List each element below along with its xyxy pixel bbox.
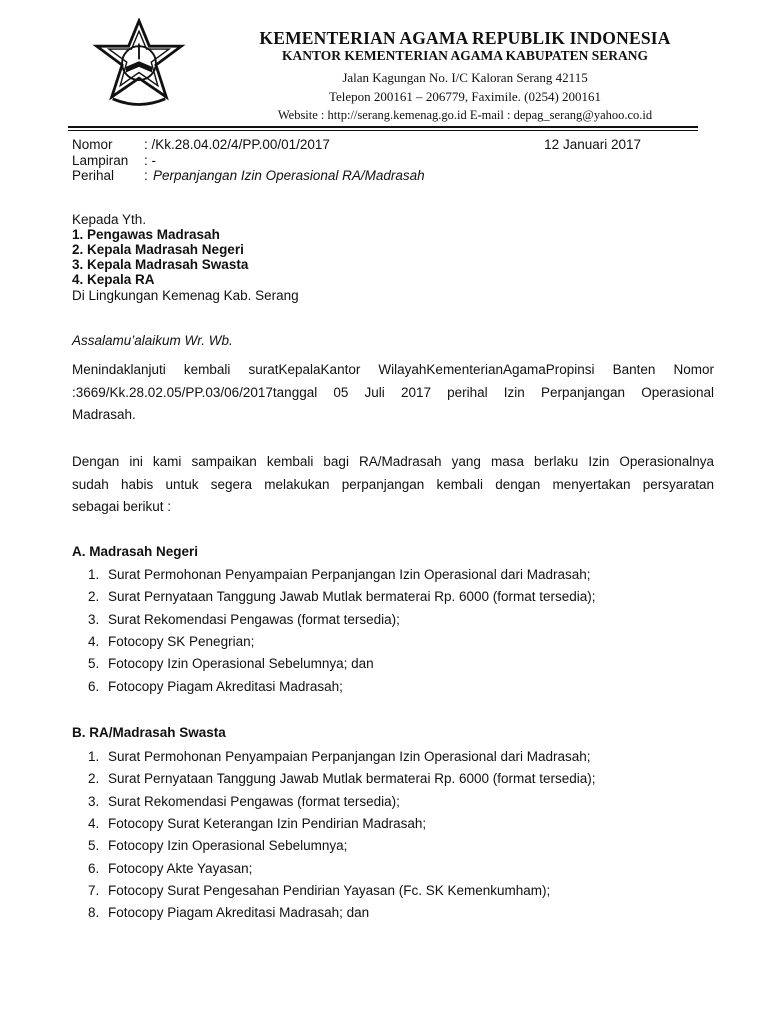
list-item-text: Surat Rekomendasi Pengawas (format tersedia); [108, 611, 400, 627]
recipient-intro: Kepada Yth. [72, 212, 147, 227]
list-item-number: 7. [88, 882, 100, 898]
list-item-text: Surat Pernyataan Tanggung Jawab Mutlak bermaterai Rp. 6000 (format tersedia); [108, 589, 596, 605]
list-item-text: Surat Permohonan Penyampaian Perpanjangan Izin Operasional dari Madrasah; [108, 567, 591, 582]
list-item [88, 861, 252, 877]
perihal-colon: : [144, 168, 148, 183]
list-item [88, 749, 591, 765]
list-item [88, 816, 426, 832]
paragraph-line: sebagai berikut : [72, 499, 172, 514]
section-a-title: A. Madrasah Negeri [72, 544, 199, 559]
list-item-text: Fotocopy Piagam Akreditasi Madrasah; [108, 678, 343, 694]
recipient-location: Di Lingkungan Kemenag Kab. Serang [72, 288, 299, 303]
list-item-number: 3. [88, 793, 100, 809]
list-item-text: Surat Rekomendasi Pengawas (format tersedia); [108, 793, 400, 809]
list-item-number: 5. [88, 838, 100, 854]
perihal-label: Perihal [72, 168, 115, 183]
letterhead-divider [68, 126, 698, 128]
paragraph-line: Dengan ini kami sampaikan kembali bagi RA/Madrasah yang masa berlaku Izin Operasionalnya [72, 454, 714, 469]
paragraph-line: Menindaklanjuti kembali suratKepalaKantor WilayahKementerianAgamaPropinsi Banten Nomor [72, 362, 714, 377]
paragraph-line: sudah habis untuk segera melakukan perpanjangan kembali dengan menyertakan persyaratan [72, 476, 714, 492]
list-item [88, 905, 369, 921]
list-item [88, 679, 343, 695]
list-item-number: 4. [88, 633, 100, 649]
list-item-text: Fotocopy SK Penegrian; [108, 633, 255, 649]
paragraph-line: :3669/Kk.28.02.05/PP.03/06/2017tanggal 05 Juli 2017 perihal Izin Perpanjangan Operasional [72, 384, 714, 400]
nomor-label: Nomor [72, 137, 113, 152]
list-item-text: Surat Permohonan Penyampaian Perpanjangan Izin Operasional dari Madrasah; [108, 749, 591, 764]
list-item [88, 771, 596, 787]
list-item-text: Fotocopy Izin Operasional Sebelumnya; dan [108, 656, 374, 672]
list-item-number: 1. [88, 749, 100, 764]
list-item-number: 2. [88, 771, 100, 787]
office-address: Jalan Kagungan No. I/C Kaloran Serang 42115 [342, 70, 588, 85]
list-item-number: 3. [88, 611, 100, 627]
ministry-name: KEMENTERIAN AGAMA REPUBLIK INDONESIA [259, 28, 671, 48]
paragraph-1 [72, 359, 714, 427]
list-item [88, 838, 347, 854]
list-item [88, 589, 596, 605]
nomor-value: : /Kk.28.04.02/4/PP.00/01/2017 [144, 137, 330, 152]
list-item-number: 6. [88, 860, 100, 876]
letterhead-divider-thin [68, 130, 698, 131]
list-item-text: Fotocopy Akte Yayasan; [108, 860, 253, 876]
list-item [88, 883, 550, 899]
list-item [88, 656, 374, 672]
recipient-item: 2. Kepala Madrasah Negeri [72, 242, 244, 257]
recipient-item: 1. Pengawas Madrasah [72, 227, 220, 242]
list-item-text: Fotocopy Surat Keterangan Izin Pendirian Madrasah; [108, 815, 427, 831]
list-item-text: Surat Pernyataan Tanggung Jawab Mutlak bermaterai Rp. 6000 (format tersedia); [108, 771, 596, 787]
list-item [88, 794, 400, 810]
letter-date: 12 Januari 2017 [544, 137, 641, 152]
list-item-text: Fotocopy Surat Pengesahan Pendirian Yayasan (Fc. SK Kemenkumham); [108, 882, 551, 898]
lampiran-label: Lampiran [72, 153, 129, 168]
list-item [88, 567, 591, 583]
list-item [88, 612, 400, 628]
list-item-number: 8. [88, 905, 100, 921]
perihal-value: Perpanjangan Izin Operasional RA/Madrasah [153, 168, 425, 183]
section-b-title: B. RA/Madrasah Swasta [72, 725, 226, 740]
list-item-text: Fotocopy Izin Operasional Sebelumnya; [108, 838, 348, 854]
list-item-number: 2. [88, 589, 100, 605]
greeting: Assalamu’alaikum Wr. Wb. [72, 333, 233, 348]
paragraph-line: Madrasah. [72, 407, 136, 422]
recipient-item: 4. Kepala RA [72, 272, 155, 287]
office-name: KANTOR KEMENTERIAN AGAMA KABUPATEN SERANG [281, 48, 649, 63]
list-item-number: 6. [88, 678, 100, 694]
paragraph-2 [72, 451, 714, 519]
office-web: Website : http://serang.kemenag.go.id E-mail : depag_serang@yahoo.co.id [277, 108, 653, 122]
list-item-number: 1. [88, 567, 100, 582]
list-item-number: 5. [88, 656, 100, 672]
ministry-emblem-icon [92, 18, 186, 112]
list-item-text: Fotocopy Piagam Akreditasi Madrasah; dan [108, 905, 370, 921]
office-phone: Telepon 200161 – 206779, Faximile. (0254) 200161 [328, 89, 602, 104]
lampiran-value: : - [144, 153, 156, 168]
list-item-number: 4. [88, 815, 100, 831]
recipient-item: 3. Kepala Madrasah Swasta [72, 257, 249, 272]
list-item [88, 634, 254, 650]
